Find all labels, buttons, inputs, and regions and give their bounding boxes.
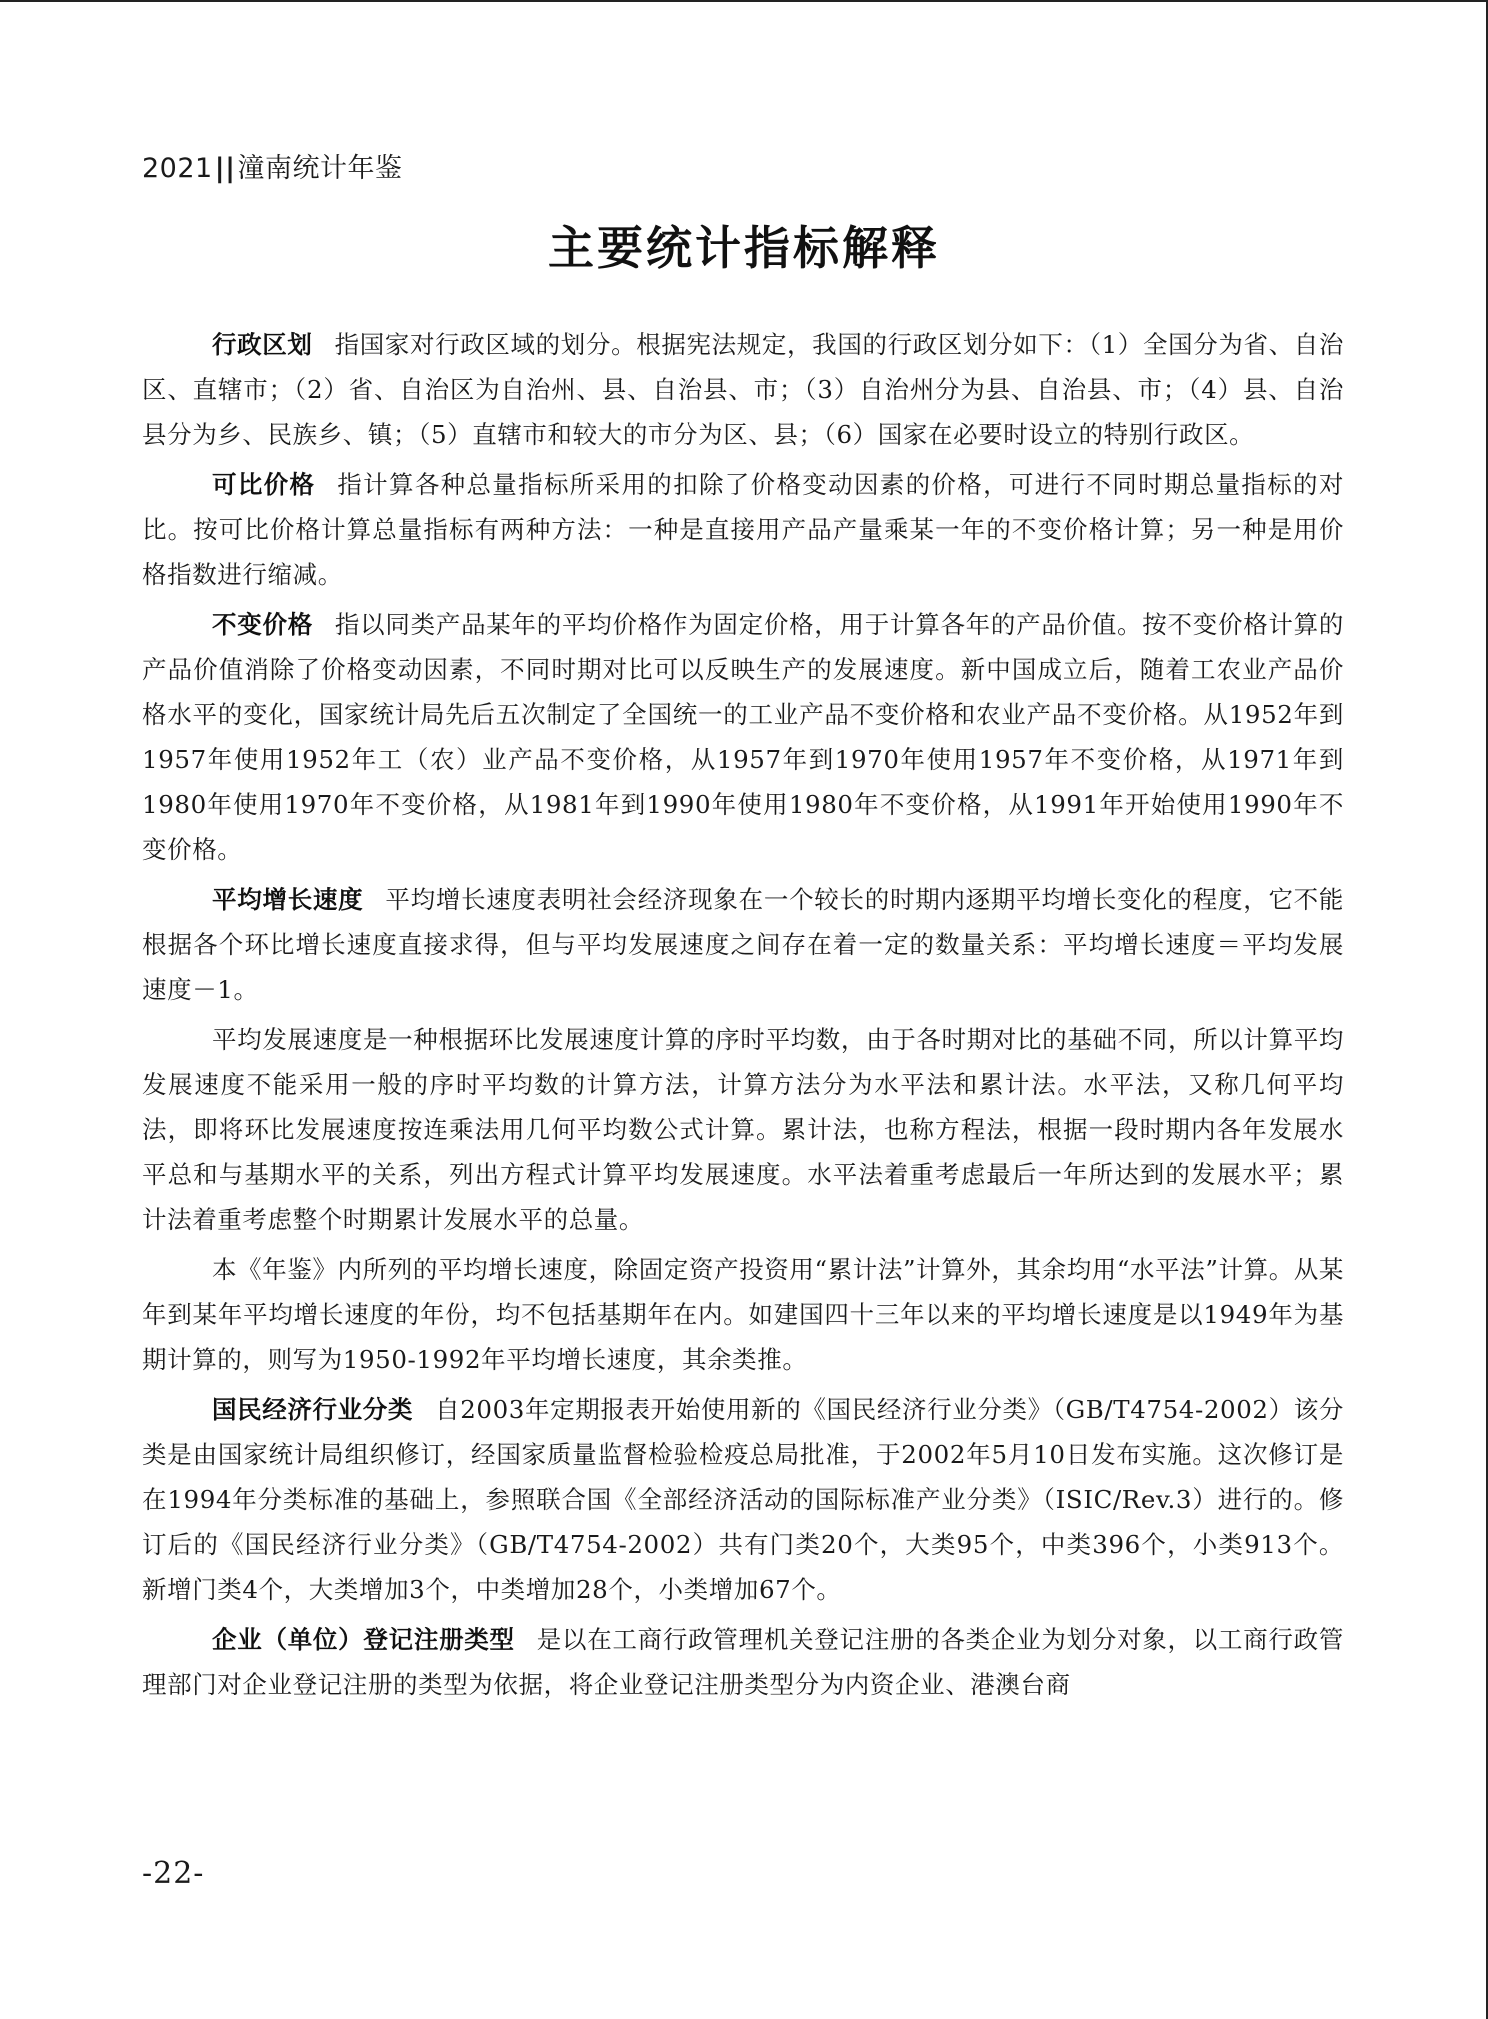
paragraph-average-growth-rate: [142, 877, 1344, 1012]
term-heading: 企业（单位）登记注册类型: [212, 1625, 515, 1654]
term-heading: 行政区划: [212, 330, 313, 359]
paragraph-text: 平均发展速度是一种根据环比发展速度计算的序时平均数，由于各时期对比的基础不同，所以计算平均发展速度不能采用一般的序时平均数的计算方法，计算方法分为水平法和累计法。水平法，又称几何平均法，即将环比发展速度按连乘法用几何平均数公式计算。累计法，也称方程法，根据一段时期内各年发展水平总和与基期水平的关系，列出方程式计算平均发展速度。水平法着重考虑最后一年所达到的发展水平；累计法着重考虑整个时期累计发展水平的总量。: [142, 1025, 1344, 1234]
paragraph-text: 指以同类产品某年的平均价格作为固定价格，用于计算各年的产品价值。按不变价格计算的产品价值消除了价格变动因素，不同时期对比可以反映生产的发展速度。新中国成立后，随着工农业产品价格水平的变化，国家统计局先后五次制定了全国统一的工业产品不变价格和农业产品不变价格。从1952年到1957年使用1952年工（农）业产品不变价格，从1957年到1970年使用1957年不变价格，从1971年到1980年使用1970年不变价格，从1981年到1990年使用1980年不变价格，从1991年开始使用1990年不变价格。: [142, 610, 1344, 864]
header-year: 2021: [142, 153, 213, 184]
paragraph-comparable-price: [142, 462, 1344, 597]
term-heading: 国民经济行业分类: [212, 1395, 414, 1424]
page-number: -22-: [142, 1856, 205, 1891]
term-heading: 平均增长速度: [212, 885, 364, 914]
term-heading: 可比价格: [212, 470, 316, 499]
term-heading: 不变价格: [212, 610, 313, 639]
paragraph-text: 自2003年定期报表开始使用新的《国民经济行业分类》（GB/T4754-2002）该分类是由国家统计局组织修订，经国家质量监督检验检疫总局批准，于2002年5月10日发布实施。这次修订是在1994年分类标准的基础上，参照联合国《全部经济活动的国际标准产业分类》（ISIC/Rev.3）进行的。修订后的《国民经济行业分类》（GB/T4754-2002）共有门类20个，大类95个，中类396个，小类913个。新增门类4个，大类增加3个，中类增加28个，小类增加67个。: [142, 1395, 1344, 1604]
header-book-title: 潼南统计年鉴: [237, 153, 403, 184]
header-separator: ||: [214, 153, 236, 184]
top-border-rule: [0, 0, 1486, 2]
paragraph-administrative-division: [142, 322, 1344, 457]
body-text: [142, 322, 1344, 1712]
paragraph-text: 指计算各种总量指标所采用的扣除了价格变动因素的价格，可进行不同时期总量指标的对比。按可比价格计算总量指标有两种方法：一种是直接用产品产量乘某一年的不变价格计算；另一种是用价格指数进行缩减。: [142, 470, 1344, 589]
paragraph-text: 平均增长速度表明社会经济现象在一个较长的时期内逐期平均增长变化的程度，它不能根据各个环比增长速度直接求得，但与平均发展速度之间存在着一定的数量关系：平均增长速度＝平均发展速度－1。: [142, 885, 1344, 1004]
page-title: 主要统计指标解释: [548, 221, 940, 275]
paragraph-text: 指国家对行政区域的划分。根据宪法规定，我国的行政区划分如下：（1）全国分为省、自治区、直辖市；（2）省、自治区为自治州、县、自治县、市；（3）自治州分为县、自治县、市；（4）县、自治县分为乡、民族乡、镇；（5）直辖市和较大的市分为区、县；（6）国家在必要时设立的特别行政区。: [142, 330, 1345, 449]
paragraph-text: 是以在工商行政管理机关登记注册的各类企业为划分对象，以工商行政管理部门对企业登记注册的类型为依据，将企业登记注册类型分为内资企业、港澳台商: [142, 1625, 1344, 1699]
paragraph-text: 本《年鉴》内所列的平均增长速度，除固定资产投资用“累计法”计算外，其余均用“水平法”计算。从某年到某年平均增长速度的年份，均不包括基期年在内。如建国四十三年以来的平均增长速度是以1949年为基期计算的，则写为1950-1992年平均增长速度，其余类推。: [142, 1255, 1344, 1374]
paragraph-industry-classification: [142, 1387, 1344, 1612]
paragraph-constant-price: [142, 602, 1344, 872]
paragraph-enterprise-registration-type: [142, 1617, 1344, 1707]
paragraph-average-development-rate: [142, 1017, 1344, 1242]
running-header: [142, 146, 402, 185]
paragraph-yearbook-note: [142, 1247, 1344, 1382]
